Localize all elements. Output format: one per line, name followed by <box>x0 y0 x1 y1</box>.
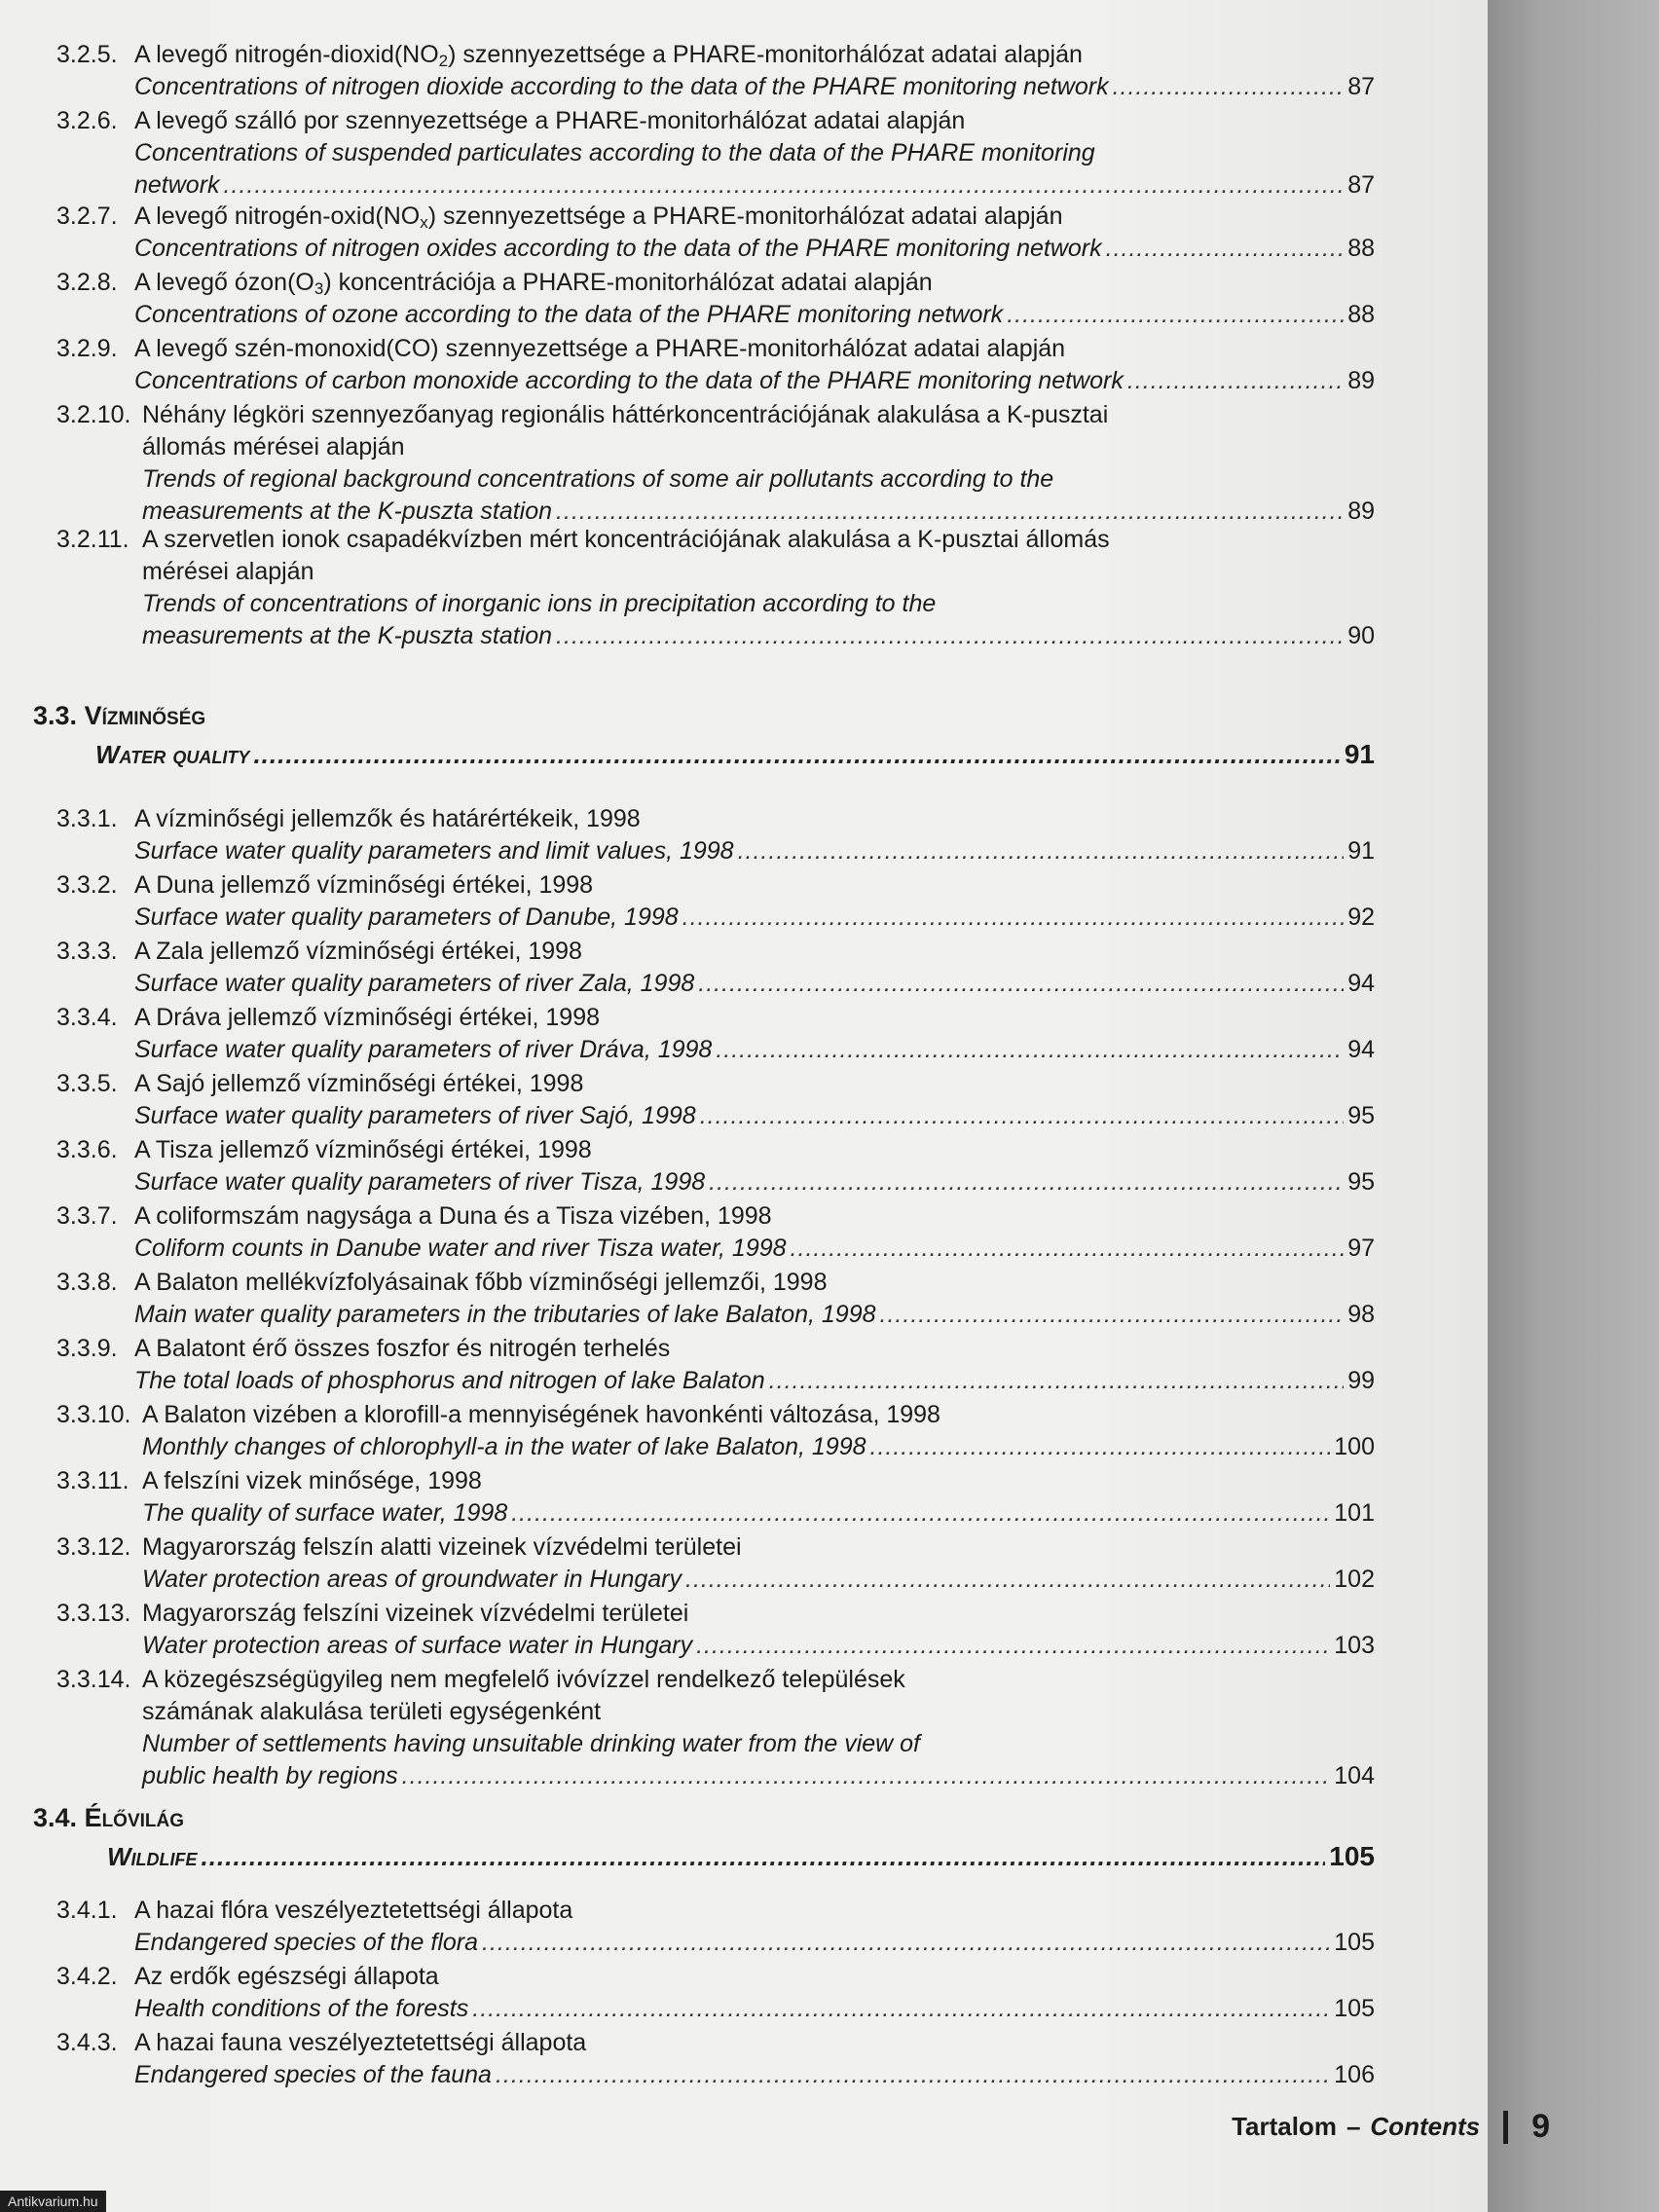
entry-title-en-text: measurements at the K-puszta station <box>142 622 553 649</box>
entry-number: 3.3.11. <box>56 1467 129 1494</box>
section-page-number: 105 <box>1329 1841 1375 1871</box>
entry-number: 3.3.1. <box>56 805 118 832</box>
dot-leader <box>696 1630 1330 1662</box>
entry-title-en <box>134 71 1375 103</box>
entry-number: 3.3.9. <box>56 1335 118 1362</box>
dot-leader <box>709 1166 1344 1198</box>
entry-title-hu: A hazai fauna veszélyeztetettségi állapota <box>134 2029 587 2056</box>
section-title-hu <box>33 699 205 732</box>
entry-page-number: 104 <box>1334 1762 1375 1789</box>
entry-title-hu: A Dráva jellemző vízminőségi értékei, 1998 <box>134 1004 601 1031</box>
entry-number: 3.4.3. <box>56 2029 118 2056</box>
section-number: 3.3. <box>33 701 78 730</box>
entry-page-number: 101 <box>1334 1499 1375 1527</box>
entry-title-hu: Magyarország felszíni vizeinek vízvédelmi területei <box>142 1600 689 1627</box>
dot-leader <box>870 1431 1331 1463</box>
entry-title-hu: A Zala jellemző vízminőségi értékei, 1998 <box>134 938 582 965</box>
entry-page-number: 106 <box>1334 2061 1375 2088</box>
section-title-en-text: Water quality <box>95 740 250 769</box>
entry-number: 3.4.1. <box>56 1897 118 1924</box>
entry-page-number: 100 <box>1334 1433 1375 1460</box>
entry-title-hu: A szervetlen ionok csapadékvízben mért koncentrációjának alakulása a K-pusztai állomás <box>142 526 1110 553</box>
entry-title-en: Trends of regional background concentrations of some air pollutants according to the <box>142 465 1054 493</box>
entry-title-en-text: Concentrations of nitrogen dioxide according to the data of the PHARE monitoring network <box>134 73 1109 100</box>
page-footer <box>1232 2108 1550 2146</box>
entry-title-hu: A Balaton vizében a klorofill-a mennyiségének havonkénti változása, 1998 <box>142 1401 940 1428</box>
entry-title-en <box>134 299 1375 331</box>
page-edge-shadow <box>1488 0 1659 2212</box>
entry-title-hu: A közegészségügyileg nem megfelelő ivóvízzel rendelkező települések <box>142 1666 905 1693</box>
entry-number: 3.3.8. <box>56 1269 118 1296</box>
entry-number: 3.2.6. <box>56 107 118 134</box>
entry-title-en <box>134 968 1375 1000</box>
dot-leader <box>700 1100 1345 1132</box>
entry-page-number: 95 <box>1347 1168 1375 1196</box>
entry-title-en <box>142 1431 1375 1463</box>
entry-number: 3.3.13. <box>56 1600 131 1627</box>
entry-title-en <box>134 1166 1375 1198</box>
entry-title-en <box>142 1760 1375 1792</box>
entry-title-en <box>134 233 1375 265</box>
entry-title-hu <box>134 267 933 299</box>
section-number: 3.4. <box>33 1803 78 1832</box>
entry-page-number: 88 <box>1347 235 1375 262</box>
entry-number: 3.2.9. <box>56 335 118 362</box>
watermark-label: Antikvarium.hu <box>0 2191 106 2212</box>
dot-leader <box>253 738 1340 771</box>
entry-title-en-text: measurements at the K-puszta station <box>142 498 553 525</box>
dot-leader <box>1007 299 1344 331</box>
entry-title-en-text: Surface water quality parameters of river Tisza, 1998 <box>134 1168 706 1196</box>
entry-number: 3.3.12. <box>56 1533 131 1561</box>
entry-title-en <box>142 1630 1375 1662</box>
footer-divider <box>1503 2111 1508 2144</box>
entry-page-number: 91 <box>1347 837 1375 865</box>
entry-title-en-text: The quality of surface water, 1998 <box>142 1499 508 1527</box>
entry-title-hu <box>134 39 1083 71</box>
entry-number: 3.3.5. <box>56 1070 118 1097</box>
footer-title-hu: Tartalom <box>1232 2112 1337 2141</box>
entry-page-number: 99 <box>1347 1367 1375 1394</box>
entry-page-number: 92 <box>1347 903 1375 931</box>
dot-leader <box>685 1564 1330 1596</box>
entry-title-hu: Magyarország felszín alatti vizeinek vízvédelmi területei <box>142 1533 742 1561</box>
entry-title-en-text: public health by regions <box>142 1762 398 1789</box>
entry-title-en-text: Concentrations of nitrogen oxides according to the data of the PHARE monitoring network <box>134 235 1102 262</box>
footer-dash: – <box>1346 2112 1361 2141</box>
entry-title-en <box>134 365 1375 397</box>
dot-leader <box>556 620 1344 652</box>
dot-leader <box>482 1927 1330 1959</box>
entry-title-hu: A Balatont érő összes foszfor és nitrogén terhelés <box>134 1335 671 1362</box>
entry-page-number: 87 <box>1347 171 1375 199</box>
dot-leader <box>1106 233 1345 265</box>
entry-number: 3.2.8. <box>56 269 118 296</box>
dot-leader <box>1127 365 1344 397</box>
title-part: A levegő ózon(O <box>134 269 314 296</box>
entry-title-hu: A Balaton mellékvízfolyásainak főbb vízminőségi jellemzői, 1998 <box>134 1269 828 1296</box>
entry-number: 3.3.14. <box>56 1666 131 1693</box>
dot-leader <box>682 902 1345 934</box>
section-title-hu <box>33 1801 184 1834</box>
dot-leader <box>496 2059 1330 2091</box>
entry-title-en-text: Coliform counts in Danube water and river Tisza water, 1998 <box>134 1235 787 1262</box>
entry-title-en-text: Surface water quality parameters of Danube, 1998 <box>134 903 679 931</box>
entry-title-en <box>134 1993 1375 2025</box>
entry-title-en <box>134 1100 1375 1132</box>
entry-title-en-text: Endangered species of the flora <box>134 1929 479 1956</box>
dot-leader <box>716 1034 1344 1066</box>
entry-title-en-text: network <box>134 171 220 199</box>
section-title-en <box>95 738 1375 771</box>
entry-title-hu: A Tisza jellemző vízminőségi értékei, 1998 <box>134 1136 592 1163</box>
entry-title-en-text: Health conditions of the forests <box>134 1995 469 2022</box>
entry-page-number: 102 <box>1334 1566 1375 1593</box>
chemical-subscript: 2 <box>438 52 449 70</box>
dot-leader <box>202 1840 1326 1873</box>
dot-leader <box>224 169 1345 202</box>
dot-leader <box>791 1233 1345 1265</box>
entry-title-en <box>134 1299 1375 1331</box>
entry-number: 3.3.3. <box>56 938 118 965</box>
entry-title-en-text: Water protection areas of surface water in Hungary <box>142 1632 693 1659</box>
entry-title-en-text: Monthly changes of chlorophyll-a in the water of lake Balaton, 1998 <box>142 1433 866 1460</box>
dot-leader <box>1113 71 1345 103</box>
entry-title-en: Trends of concentrations of inorganic ions in precipitation according to the <box>142 590 937 617</box>
entry-page-number: 103 <box>1334 1632 1375 1659</box>
entry-number: 3.2.10. <box>56 401 131 428</box>
section-title-hu-text: Élővilág <box>84 1803 185 1832</box>
entry-title-hu: A felszíni vizek minősége, 1998 <box>142 1467 482 1494</box>
entry-title-hu: A hazai flóra veszélyeztetettségi állapota <box>134 1897 573 1924</box>
entry-page-number: 97 <box>1347 1235 1375 1262</box>
entry-title-hu: A Sajó jellemző vízminőségi értékei, 1998 <box>134 1070 584 1097</box>
entry-title-en-text: Main water quality parameters in the tributaries of lake Balaton, 1998 <box>134 1301 876 1328</box>
entry-number: 3.2.5. <box>56 41 118 68</box>
entry-number: 3.3.2. <box>56 871 118 899</box>
entry-title-en <box>134 2059 1375 2091</box>
entry-title-en-text: Surface water quality parameters of river Sajó, 1998 <box>134 1102 696 1129</box>
entry-title-hu: A vízminőségi jellemzők és határértékeik, 1998 <box>134 805 641 832</box>
entry-title-en <box>142 1564 1375 1596</box>
entry-title-en-text: Water protection areas of groundwater in Hungary <box>142 1566 682 1593</box>
entry-title-en: Concentrations of suspended particulates according to the data of the PHARE monitoring <box>134 139 1095 166</box>
entry-page-number: 98 <box>1347 1301 1375 1328</box>
entry-title-hu: Néhány légköri szennyezőanyag regionális háttérkoncentrációjának alakulása a K-pusztai <box>142 401 1109 428</box>
entry-title-en-text: Surface water quality parameters and limit values, 1998 <box>134 837 734 865</box>
entry-number: 3.4.2. <box>56 1963 118 1990</box>
entry-title-hu: állomás mérései alapján <box>142 433 405 461</box>
title-part: A levegő nitrogén-oxid(NO <box>134 203 421 230</box>
entry-title-en <box>134 1233 1375 1265</box>
entry-title-en-text: Concentrations of ozone according to the data of the PHARE monitoring network <box>134 301 1004 328</box>
entry-page-number: 89 <box>1347 367 1375 394</box>
entry-title-hu: A levegő szálló por szennyezettsége a PHARE-monitorhálózat adatai alapján <box>134 107 966 134</box>
dot-leader <box>472 1993 1330 2025</box>
entry-title-en <box>142 620 1375 652</box>
title-part: ) koncentrációja a PHARE-monitorhálózat adatai alapján <box>323 269 933 296</box>
dot-leader <box>738 835 1345 867</box>
entry-page-number: 94 <box>1347 1036 1375 1063</box>
entry-title-hu: A levegő szén-monoxid(CO) szennyezettsége a PHARE-monitorhálózat adatai alapján <box>134 335 1066 362</box>
page-number: 9 <box>1531 2108 1550 2145</box>
entry-page-number: 89 <box>1347 498 1375 525</box>
entry-title-hu: számának alakulása területi egységenként <box>142 1698 602 1725</box>
chemical-subscript: x <box>420 213 428 232</box>
entry-number: 3.2.7. <box>56 203 118 230</box>
entry-title-hu: A coliformszám nagysága a Duna és a Tisza vizében, 1998 <box>134 1202 772 1230</box>
entry-title-en <box>134 169 1375 202</box>
section-title-en-text: Wildlife <box>107 1842 198 1871</box>
entry-page-number: 105 <box>1334 1929 1375 1956</box>
entry-title-en-text: Surface water quality parameters of river Zala, 1998 <box>134 970 695 997</box>
section-page-number: 91 <box>1344 739 1375 769</box>
entry-title-en-text: Concentrations of carbon monoxide according to the data of the PHARE monitoring network <box>134 367 1124 394</box>
section-title-en <box>107 1840 1375 1873</box>
dot-leader <box>402 1760 1331 1792</box>
entry-title-en-text: Surface water quality parameters of river Dráva, 1998 <box>134 1036 713 1063</box>
entry-title-hu: Az erdők egészségi állapota <box>134 1963 439 1990</box>
entry-page-number: 87 <box>1347 73 1375 100</box>
footer-title-en: Contents <box>1370 2112 1481 2141</box>
entry-number: 3.3.7. <box>56 1202 118 1230</box>
entry-title-en: Number of settlements having unsuitable drinking water from the view of <box>142 1730 920 1757</box>
title-part: ) szennyezettsége a PHARE-monitorhálózat adatai alapján <box>448 41 1083 68</box>
section-title-hu-text: Vízminőség <box>84 701 206 730</box>
dot-leader <box>511 1497 1330 1530</box>
dot-leader <box>769 1365 1345 1397</box>
entry-page-number: 88 <box>1347 301 1375 328</box>
entry-page-number: 94 <box>1347 970 1375 997</box>
title-part: A levegő nitrogén-dioxid(NO <box>134 41 439 68</box>
entry-title-en <box>134 902 1375 934</box>
entry-title-en <box>142 1497 1375 1530</box>
entry-title-hu: A Duna jellemző vízminőségi értékei, 1998 <box>134 871 594 899</box>
entry-title-en-text: The total loads of phosphorus and nitrogen of lake Balaton <box>134 1367 765 1394</box>
entry-title-en <box>134 1365 1375 1397</box>
entry-title-en <box>134 1034 1375 1066</box>
entry-title-en-text: Endangered species of the fauna <box>134 2061 492 2088</box>
entry-page-number: 95 <box>1347 1102 1375 1129</box>
entry-title-hu <box>134 201 1062 233</box>
title-part: ) szennyezettsége a PHARE-monitorhálózat adatai alapján <box>427 203 1063 230</box>
entry-title-en <box>134 835 1375 867</box>
entry-page-number: 105 <box>1334 1995 1375 2022</box>
entry-number: 3.3.6. <box>56 1136 118 1163</box>
chemical-subscript: 3 <box>313 279 324 298</box>
dot-leader <box>698 968 1344 1000</box>
entry-number: 3.2.11. <box>56 526 129 553</box>
entry-number: 3.3.4. <box>56 1004 118 1031</box>
dot-leader <box>880 1299 1345 1331</box>
entry-title-en <box>134 1927 1375 1959</box>
entry-number: 3.3.10. <box>56 1401 131 1428</box>
entry-title-hu: mérései alapján <box>142 558 314 585</box>
entry-page-number: 90 <box>1347 622 1375 649</box>
